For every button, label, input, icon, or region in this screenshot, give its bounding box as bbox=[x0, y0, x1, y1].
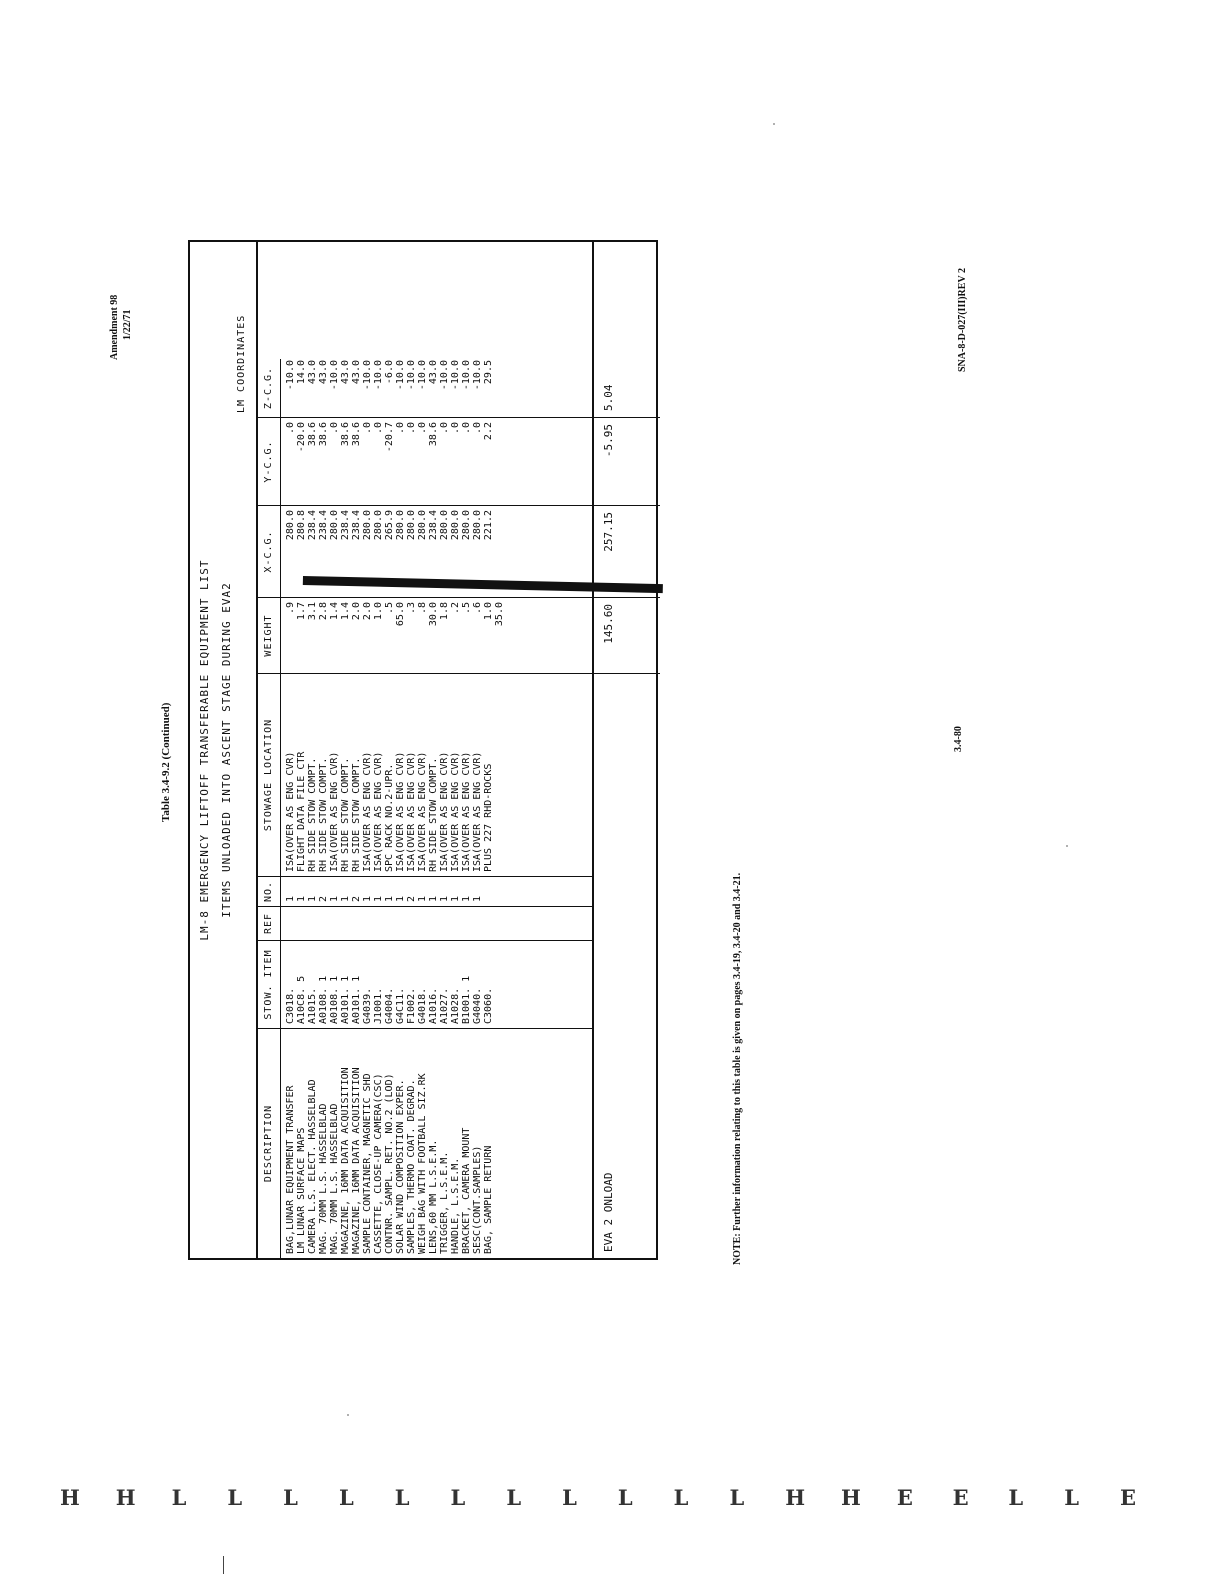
cell-x-cg: 280.0 bbox=[395, 510, 406, 541]
cell-weight: 1.0 bbox=[483, 602, 494, 621]
cell-z-cg: 43.0 bbox=[307, 360, 318, 385]
cell-x-cg: 280.0 bbox=[285, 510, 296, 541]
cell-x-cg: 280.8 bbox=[296, 510, 307, 541]
cell-y-cg: .0 bbox=[439, 422, 450, 435]
amendment-label: Amendment 98 bbox=[109, 294, 120, 360]
cell-description: MAG. 70MM L.S. HASSELBLAD bbox=[318, 1103, 329, 1254]
col-stowage-location bbox=[258, 673, 594, 876]
cell-z-cg: -10.0 bbox=[461, 360, 472, 391]
cell-weight: .5 bbox=[461, 602, 472, 615]
cell-description: BAG,LUNAR EQUIPMENT TRANSFER bbox=[285, 1085, 296, 1254]
cell-no: 1 bbox=[439, 895, 450, 902]
cell-weight: 3.1 bbox=[307, 602, 318, 621]
cell-stow-item: A0101. 1 bbox=[340, 975, 351, 1024]
cell-ref bbox=[461, 911, 472, 936]
cell-stowage-location: RH SIDE STOW COMPT. bbox=[351, 757, 362, 872]
totals-x: 257.15 bbox=[602, 512, 615, 552]
cell-no: 2 bbox=[318, 895, 329, 902]
cell-ref bbox=[450, 911, 461, 936]
edge-mark: H bbox=[115, 1485, 136, 1510]
cell-y-cg: 2.2 bbox=[483, 422, 494, 441]
totals-y-cell bbox=[594, 417, 660, 505]
speck bbox=[347, 1414, 349, 1416]
cell-no: 2 bbox=[406, 895, 417, 902]
header-stowage-location: STOWAGE LOCATION bbox=[258, 674, 281, 876]
cell-description: WEIGH BAG WITH FOOTBALL SIZ.RK bbox=[417, 1073, 428, 1254]
totals-weight: 145.60 bbox=[602, 604, 615, 644]
cell-y-cg: .0 bbox=[406, 422, 417, 435]
edge-mark: L bbox=[673, 1485, 689, 1510]
cell-y-cg: -20.0 bbox=[296, 422, 307, 453]
cell-z-cg: -10.0 bbox=[285, 360, 296, 391]
edge-mark: L bbox=[283, 1485, 298, 1510]
cell-y-cg: 38.6 bbox=[318, 422, 329, 447]
cell-no: 1 bbox=[428, 895, 439, 902]
cell-stow-item: G4C11. bbox=[395, 987, 406, 1024]
cell-stow-item: G4040. bbox=[472, 987, 483, 1024]
col-y-cg bbox=[258, 417, 594, 505]
cell-ref bbox=[494, 911, 505, 936]
cell-z-cg: -10.0 bbox=[362, 360, 373, 391]
cell-x-cg: 238.4 bbox=[318, 510, 329, 541]
cell-description: MAGAZINE, 16MM DATA ACQUISITION bbox=[340, 1067, 351, 1254]
cell-y-cg: .0 bbox=[285, 422, 296, 435]
cell-x-cg: 221.2 bbox=[483, 510, 494, 541]
cell-stow-item: G4004. bbox=[384, 987, 395, 1024]
cell-weight: 2.0 bbox=[351, 602, 362, 621]
cell-x-cg: 280.0 bbox=[406, 510, 417, 541]
cell-ref bbox=[483, 911, 494, 936]
cell-x-cg: 280.0 bbox=[417, 510, 428, 541]
cell-weight: 1.8 bbox=[439, 602, 450, 621]
col-z-cg bbox=[258, 242, 594, 417]
cell-y-cg: 38.6 bbox=[307, 422, 318, 447]
cell-ref bbox=[384, 911, 395, 936]
cell-ref bbox=[373, 911, 384, 936]
edge-mark: L bbox=[394, 1485, 410, 1510]
edge-mark: E bbox=[952, 1485, 969, 1510]
column-cells bbox=[285, 422, 505, 501]
cell-no: 1 bbox=[450, 895, 461, 902]
cell-x-cg: 280.0 bbox=[362, 510, 373, 541]
cell-stow-item: B1001. 1 bbox=[461, 975, 472, 1024]
cell-no: 1 bbox=[461, 895, 472, 902]
cell-no: 1 bbox=[329, 895, 340, 902]
cell-stowage-location: RH SIDE STOW COMPT. bbox=[428, 757, 439, 872]
column-cells bbox=[285, 881, 505, 902]
col-weight bbox=[258, 597, 594, 673]
header-stow-item: STOW. ITEM bbox=[258, 941, 281, 1028]
cell-weight: .8 bbox=[417, 602, 428, 615]
edge-mark: E bbox=[896, 1485, 913, 1510]
cell-z-cg: -10.0 bbox=[406, 360, 417, 391]
cell-stowage-location: ISA(OVER AS ENG CVR) bbox=[461, 751, 472, 872]
cell-no: 1 bbox=[395, 895, 406, 902]
column-cells bbox=[285, 678, 505, 872]
cell-weight: .9 bbox=[285, 602, 296, 615]
cell-no: 1 bbox=[472, 895, 483, 902]
header-x-cg: X-C.G. bbox=[258, 506, 281, 597]
table-subtitle: ITEMS UNLOADED INTO ASCENT STAGE DURING EVA2 bbox=[220, 582, 233, 918]
cell-z-cg: -10.0 bbox=[373, 360, 384, 391]
cell-z-cg: -10.0 bbox=[450, 360, 461, 391]
cell-y-cg: .0 bbox=[362, 422, 373, 435]
equipment-table bbox=[188, 240, 658, 1260]
column-cells bbox=[285, 360, 505, 413]
cell-stowage-location: FLIGHT DATA FILE CTR bbox=[296, 751, 307, 872]
cell-stow-item: G4018. bbox=[417, 987, 428, 1024]
cell-ref bbox=[318, 911, 329, 936]
cell-x-cg: 280.0 bbox=[472, 510, 483, 541]
cell-ref bbox=[472, 911, 483, 936]
amendment-date: 1/22/71 bbox=[122, 309, 133, 340]
cell-ref bbox=[351, 911, 362, 936]
cell-ref bbox=[362, 911, 373, 936]
cell-z-cg: 14.0 bbox=[296, 360, 307, 385]
totals-label: EVA 2 ONLOAD bbox=[602, 1172, 615, 1252]
cell-stowage-location: ISA(OVER AS ENG CVR) bbox=[329, 751, 340, 872]
bottom-edge-marks bbox=[60, 1485, 1160, 1509]
cell-description bbox=[494, 1033, 505, 1254]
cell-y-cg: .0 bbox=[373, 422, 384, 435]
cell-x-cg: 238.4 bbox=[307, 510, 318, 541]
edge-mark: L bbox=[227, 1485, 243, 1510]
cell-stowage-location: ISA(OVER AS ENG CVR) bbox=[362, 751, 373, 872]
edge-mark: H bbox=[785, 1485, 806, 1510]
cell-no: 1 bbox=[285, 895, 296, 902]
cell-stowage-location: RH SIDE STOW COMPT. bbox=[307, 757, 318, 872]
speck bbox=[773, 123, 775, 125]
cell-x-cg: 280.0 bbox=[373, 510, 384, 541]
cell-x-cg: 238.4 bbox=[351, 510, 362, 541]
cell-description: LM LUNAR SURFACE MAPS bbox=[296, 1127, 307, 1254]
cell-stowage-location: ISA(OVER AS ENG CVR) bbox=[439, 751, 450, 872]
table-columns bbox=[256, 242, 594, 1258]
cell-stow-item: A10C8. 5 bbox=[296, 975, 307, 1024]
header-description: DESCRIPTION bbox=[258, 1029, 281, 1258]
cell-z-cg: -10.0 bbox=[329, 360, 340, 391]
totals-y: -5.95 bbox=[602, 424, 615, 458]
cell-description: CONTNR. SAMPL. RET. NO.2 (LOD) bbox=[384, 1073, 395, 1254]
cell-no: 1 bbox=[373, 895, 384, 902]
cell-no bbox=[483, 881, 494, 902]
totals-label-cell bbox=[594, 673, 660, 1258]
cell-stow-item: C3018. bbox=[285, 987, 296, 1024]
cell-stow-item: A0108. 1 bbox=[318, 975, 329, 1024]
table-title: LM-8 EMERGENCY LIFTOFF TRANSFERABLE EQUIPMENT LIST bbox=[198, 559, 211, 941]
edge-mark: L bbox=[450, 1485, 466, 1510]
cell-description: MAGAZINE, 16MM DATA ACQUISITION bbox=[351, 1067, 362, 1254]
cell-ref bbox=[395, 911, 406, 936]
document-id: SNA-8-D-027(III)REV 2 bbox=[957, 268, 968, 372]
cell-x-cg: 238.4 bbox=[428, 510, 439, 541]
cell-y-cg: 38.6 bbox=[351, 422, 362, 447]
cell-description: SOLAR WIND COMPOSITION EXPER. bbox=[395, 1079, 406, 1254]
cell-x-cg: 265.9 bbox=[384, 510, 395, 541]
col-description bbox=[258, 1028, 594, 1258]
cell-y-cg: .0 bbox=[472, 422, 483, 435]
cell-stowage-location: ISA(OVER AS ENG CVR) bbox=[285, 751, 296, 872]
header-no: NO. bbox=[258, 877, 281, 906]
cell-stowage-location: ISA(OVER AS ENG CVR) bbox=[373, 751, 384, 872]
cell-y-cg: .0 bbox=[395, 422, 406, 435]
totals-weight-cell bbox=[594, 597, 660, 673]
cell-stowage-location: ISA(OVER AS ENG CVR) bbox=[395, 751, 406, 872]
cell-weight: 65.0 bbox=[395, 602, 406, 627]
cell-weight: 2.0 bbox=[362, 602, 373, 621]
cell-z-cg bbox=[494, 360, 505, 413]
cell-ref bbox=[329, 911, 340, 936]
cell-stow-item: A1027. bbox=[439, 987, 450, 1024]
cell-stow-item: J1001. bbox=[373, 987, 384, 1024]
edge-mark: L bbox=[338, 1485, 354, 1510]
cell-y-cg: 38.6 bbox=[340, 422, 351, 447]
cell-description: BAG, SAMPLE RETURN bbox=[483, 1145, 494, 1254]
edge-tick bbox=[223, 1556, 224, 1574]
cell-stow-item bbox=[494, 945, 505, 1024]
cell-stow-item: A1028. bbox=[450, 987, 461, 1024]
cell-z-cg: 29.5 bbox=[483, 360, 494, 385]
cell-z-cg: -10.0 bbox=[439, 360, 450, 391]
cell-stowage-location: ISA(OVER AS ENG CVR) bbox=[406, 751, 417, 872]
column-cells bbox=[285, 945, 505, 1024]
header-z-cg: Z-C.G. bbox=[258, 359, 281, 417]
cell-description: CASSETTE, CLOSE-UP CAMERA(CSC) bbox=[373, 1073, 384, 1254]
cell-stow-item: C3060. bbox=[483, 987, 494, 1024]
cell-y-cg: .0 bbox=[329, 422, 340, 435]
cell-x-cg: 280.0 bbox=[461, 510, 472, 541]
cell-weight: 1.7 bbox=[296, 602, 307, 621]
edge-mark: H bbox=[841, 1485, 861, 1510]
cell-weight: 30.0 bbox=[428, 602, 439, 627]
cell-z-cg: -10.0 bbox=[417, 360, 428, 391]
header-ref: REF bbox=[258, 907, 281, 940]
cell-stow-item: F1002. bbox=[406, 987, 417, 1024]
cell-description: SAMPLES, THERMO COAT. DEGRAD. bbox=[406, 1079, 417, 1254]
cell-stowage-location: ISA(OVER AS ENG CVR) bbox=[472, 751, 483, 872]
column-cells bbox=[285, 1033, 505, 1254]
cell-x-cg: 280.0 bbox=[439, 510, 450, 541]
cell-y-cg: 38.6 bbox=[428, 422, 439, 447]
cell-y-cg bbox=[494, 422, 505, 501]
cell-weight: .3 bbox=[406, 602, 417, 615]
cell-stow-item: A1015. bbox=[307, 987, 318, 1024]
cell-z-cg: 43.0 bbox=[318, 360, 329, 385]
cell-stowage-location: RH SIDE STOW COMPT. bbox=[318, 757, 329, 872]
cell-no: 1 bbox=[362, 895, 373, 902]
cell-description: HANDLE, L.S.E.M. bbox=[450, 1157, 461, 1254]
edge-mark: L bbox=[729, 1485, 745, 1510]
col-ref bbox=[258, 906, 594, 940]
speck bbox=[1066, 845, 1068, 847]
cell-z-cg: 43.0 bbox=[428, 360, 439, 385]
edge-mark: L bbox=[506, 1485, 522, 1510]
cell-description: SESC(CONT.SAMPLES) bbox=[472, 1145, 483, 1254]
cell-no: 1 bbox=[296, 895, 307, 902]
cell-stowage-location bbox=[494, 678, 505, 872]
edge-mark: L bbox=[1008, 1485, 1024, 1510]
header-weight: WEIGHT bbox=[258, 598, 281, 673]
cell-stowage-location: SPC RACK NO.2-UPR. bbox=[384, 763, 395, 872]
cell-weight: 1.4 bbox=[340, 602, 351, 621]
cell-weight: 1.4 bbox=[329, 602, 340, 621]
totals-z-cell bbox=[594, 242, 660, 417]
header-y-cg: Y-C.G. bbox=[258, 418, 281, 505]
edge-mark: L bbox=[1064, 1485, 1079, 1510]
cell-stow-item: G4039. bbox=[362, 987, 373, 1024]
cell-ref bbox=[417, 911, 428, 936]
cell-z-cg: 43.0 bbox=[351, 360, 362, 385]
column-cells bbox=[285, 602, 505, 669]
col-stow-item bbox=[258, 940, 594, 1028]
edge-mark: L bbox=[562, 1485, 577, 1510]
cell-stowage-location: ISA(OVER AS ENG CVR) bbox=[450, 751, 461, 872]
cell-y-cg: .0 bbox=[417, 422, 428, 435]
table-caption: Table 3.4-9.2 (Continued) bbox=[160, 702, 172, 822]
cell-z-cg: 43.0 bbox=[340, 360, 351, 385]
cell-no: 1 bbox=[417, 895, 428, 902]
cell-stowage-location: ISA(OVER AS ENG CVR) bbox=[417, 751, 428, 872]
cell-stow-item: A0101. 1 bbox=[351, 975, 362, 1024]
cell-y-cg: .0 bbox=[450, 422, 461, 435]
totals-row bbox=[592, 242, 662, 1258]
cell-description: TRIGGER, L.S.E.M. bbox=[439, 1151, 450, 1254]
cell-stow-item: A0108. 1 bbox=[329, 975, 340, 1024]
cell-y-cg: -20.7 bbox=[384, 422, 395, 453]
totals-z: 5.04 bbox=[602, 384, 615, 411]
col-no bbox=[258, 876, 594, 906]
cell-description: BRACKET, CAMERA MOUNT bbox=[461, 1127, 472, 1254]
cell-x-cg: 238.4 bbox=[340, 510, 351, 541]
edge-mark: H bbox=[60, 1485, 80, 1510]
cell-stowage-location: PLUS 227 RHD-ROCKS bbox=[483, 763, 494, 872]
cell-weight: .5 bbox=[384, 602, 395, 615]
page-number: 3.4-80 bbox=[953, 726, 964, 752]
cell-weight: .2 bbox=[450, 602, 461, 615]
cell-description: LENS,60 MM L.S.E.M. bbox=[428, 1139, 439, 1254]
cell-no: 1 bbox=[340, 895, 351, 902]
cell-ref bbox=[307, 911, 318, 936]
column-cells bbox=[285, 911, 505, 936]
cell-stowage-location: RH SIDE STOW COMPT. bbox=[340, 757, 351, 872]
cell-weight: 35.0 bbox=[494, 602, 505, 627]
cell-description: SAMPLE CONTAINER, MAGNETIC SHD bbox=[362, 1073, 373, 1254]
cell-ref bbox=[406, 911, 417, 936]
coordinates-header: LM COORDINATES bbox=[236, 314, 247, 413]
cell-ref bbox=[285, 911, 296, 936]
cell-ref bbox=[296, 911, 307, 936]
cell-description: MAG. 70MM L.S. HASSELBLAD bbox=[329, 1103, 340, 1254]
cell-no: 1 bbox=[307, 895, 318, 902]
cell-no: 1 bbox=[384, 895, 395, 902]
cell-ref bbox=[340, 911, 351, 936]
cell-no bbox=[494, 881, 505, 902]
cell-z-cg: -10.0 bbox=[395, 360, 406, 391]
cell-z-cg: -10.0 bbox=[472, 360, 483, 391]
edge-mark: L bbox=[617, 1485, 633, 1510]
cell-ref bbox=[428, 911, 439, 936]
cell-description: CAMERA L.S. ELECT. HASSELBLAD bbox=[307, 1079, 318, 1254]
edge-mark: E bbox=[1120, 1485, 1137, 1510]
edge-mark: L bbox=[171, 1485, 187, 1510]
cell-weight: 1.0 bbox=[373, 602, 384, 621]
cell-ref bbox=[439, 911, 450, 936]
cell-x-cg: 280.0 bbox=[329, 510, 340, 541]
cell-z-cg: -6.0 bbox=[384, 360, 395, 385]
table-note: NOTE: Further information relating to this table is given on pages 3.4-19, 3.4-20 and 3.4-21. bbox=[732, 872, 743, 1265]
cell-stow-item: A1016. bbox=[428, 987, 439, 1024]
cell-weight: 2.8 bbox=[318, 602, 329, 621]
cell-weight: .6 bbox=[472, 602, 483, 615]
cell-y-cg: .0 bbox=[461, 422, 472, 435]
cell-no: 2 bbox=[351, 895, 362, 902]
cell-x-cg: 280.0 bbox=[450, 510, 461, 541]
